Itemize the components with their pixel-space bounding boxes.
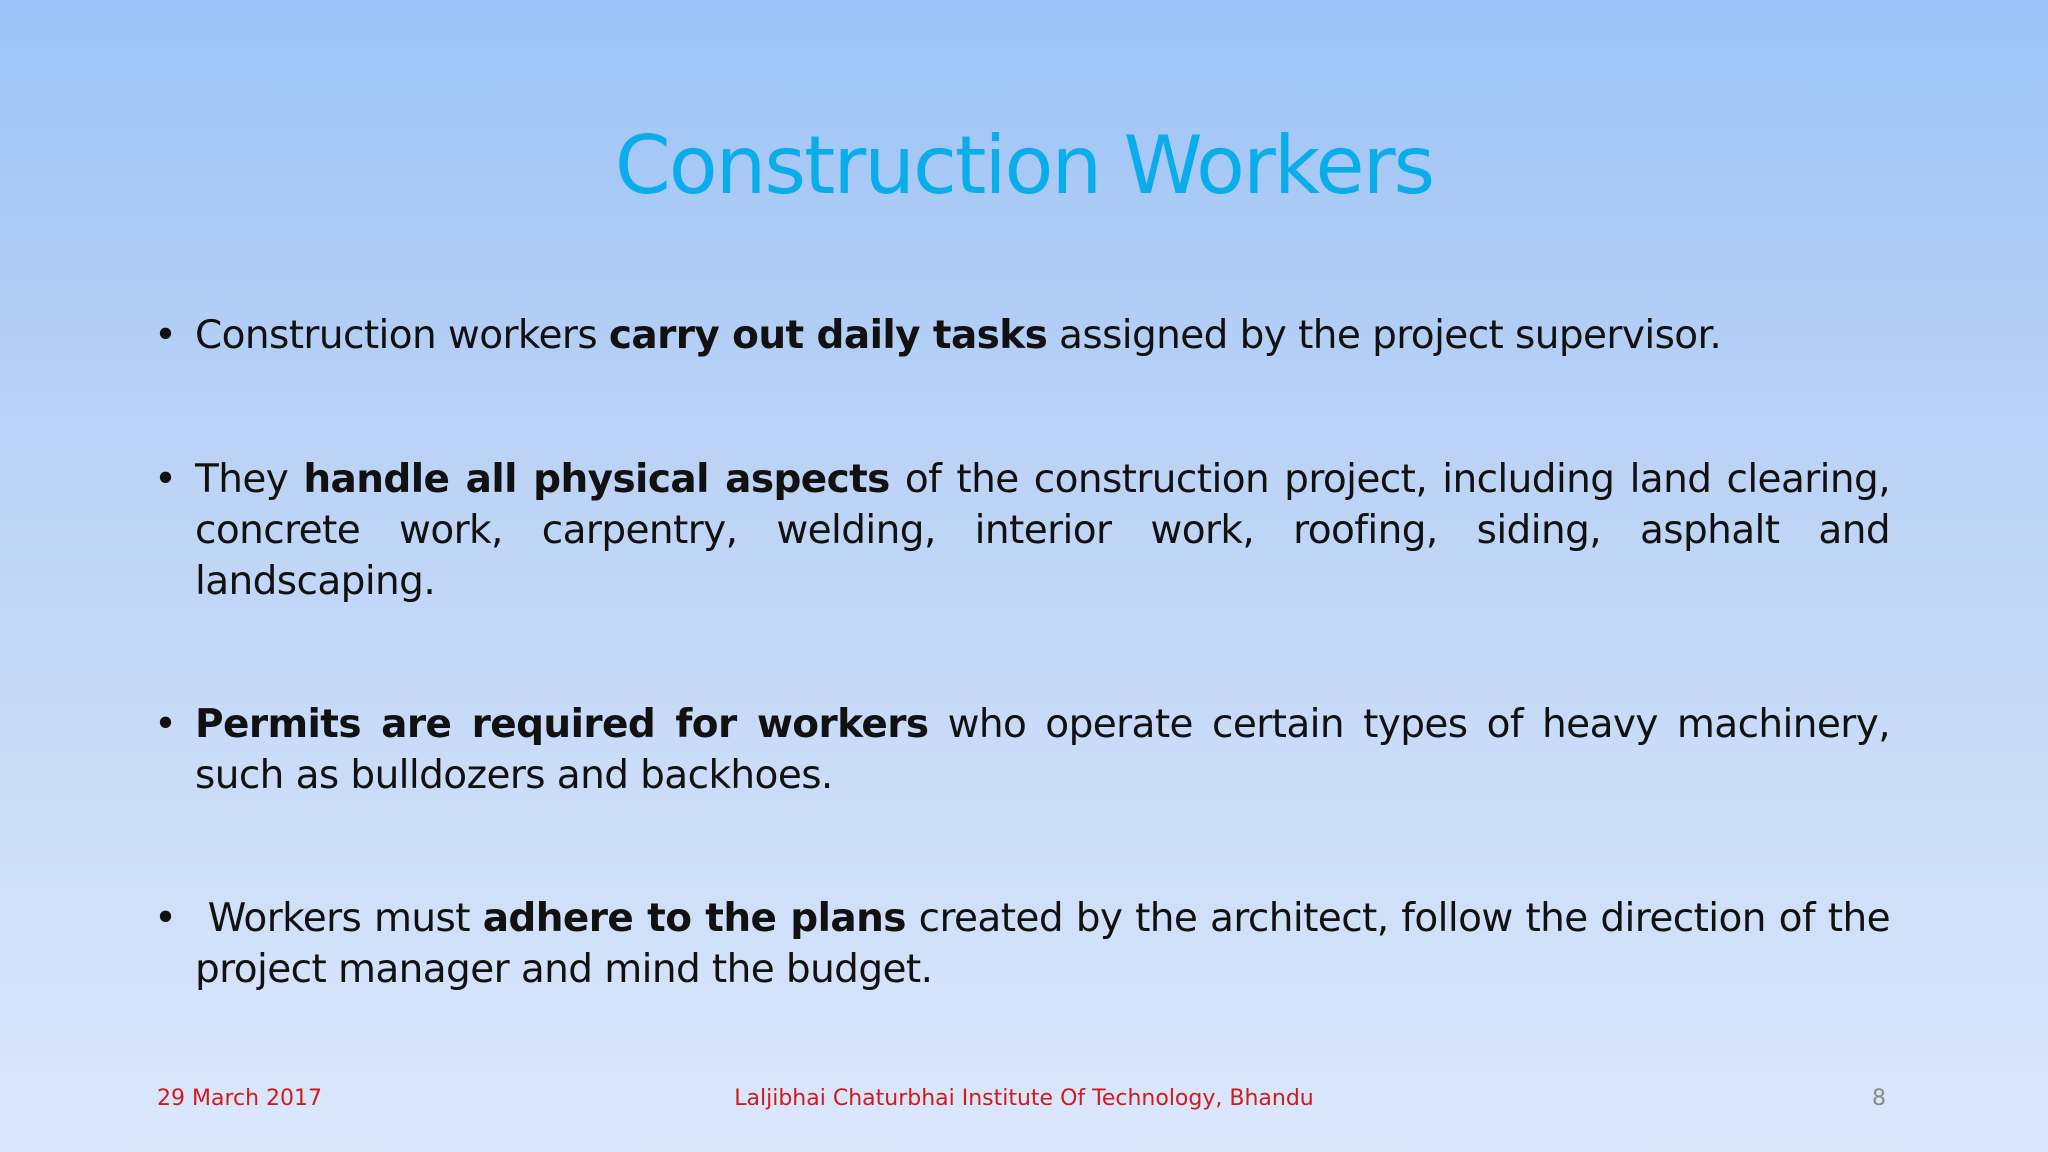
bullet-item	[150, 310, 1890, 361]
footer-institute: Laljibhai Chaturbhai Institute Of Technology, Bhandu	[734, 1086, 1314, 1111]
page-number: 8	[1872, 1086, 1886, 1111]
bullet-list	[150, 310, 1890, 995]
bullet-text: of the construction project, including land clearing, concrete work, carpentry, welding, interior work, roofing, siding, asphalt and landscaping.	[195, 457, 1890, 604]
bullet-emphasis: handle all physical aspects	[303, 457, 890, 502]
footer-date: 29 March 2017	[157, 1086, 323, 1111]
bullet-text: created by the architect, follow the direction of the project manager and mind the budget.	[195, 896, 1890, 992]
bullet-emphasis: Permits are required for workers	[195, 702, 929, 747]
bullet-text: who operate certain types of heavy machinery, such as bulldozers and backhoes.	[195, 702, 1890, 798]
bullet-item	[150, 699, 1890, 801]
bullet-item	[150, 893, 1890, 995]
bullet-item	[150, 454, 1890, 607]
slide-title: Construction Workers	[614, 119, 1434, 212]
bullet-text: assigned by the project supervisor.	[1047, 313, 1722, 358]
bullet-emphasis: carry out daily tasks	[608, 313, 1048, 358]
bullet-emphasis: adhere to the plans	[482, 896, 906, 941]
bullet-text: Construction workers	[195, 313, 609, 358]
bullet-text: They	[195, 457, 304, 502]
bullet-text: Workers must	[195, 896, 483, 941]
